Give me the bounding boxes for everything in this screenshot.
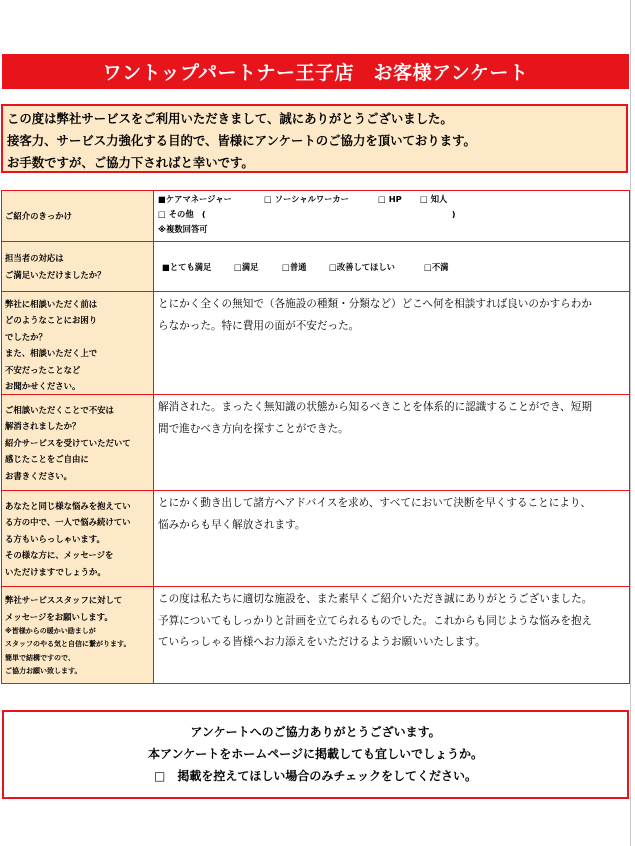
checkbox-icon: □ [234, 261, 242, 272]
thanks-text: アンケートへのご協力ありがとうございます。 [190, 725, 441, 739]
page-title: ワントップパートナー王子店 お客様アンケート [2, 54, 629, 89]
question-text: メッセージをお願いします。 [5, 611, 113, 622]
checkbox-checked-icon: ■ [162, 261, 170, 272]
question-text: お書きください。 [5, 470, 72, 481]
question-text: 解消されましたか？ [5, 421, 81, 432]
answer-line: 予算についてもしっかりと計画を立てられるものでした。これからも同じような悩みを抱え [158, 614, 593, 627]
option-label: ケアマネージャー [165, 194, 232, 204]
satisfaction-options [154, 242, 630, 292]
question-text: 感じたことをご自由に [5, 454, 89, 465]
option-label: とても満足 [169, 261, 212, 272]
intro-line: 接客力、サービス力強化する目的で、皆様にアンケートのご協力を頂いております。 [7, 133, 476, 148]
survey-row-referral [2, 191, 630, 242]
referral-options [154, 191, 630, 242]
answer-line: らなかった。特に費用の面が不安だった。 [158, 319, 360, 332]
question-label [2, 491, 154, 587]
question-text: でしたか？ [5, 331, 47, 342]
option-social-worker[interactable] [264, 192, 378, 207]
option-neutral[interactable] [282, 260, 329, 275]
optout-label: 掲載を控えてほしい場合のみチェックをしてください。 [177, 769, 477, 783]
question-note: スタッフのやる気と自信に繋がります。 [5, 640, 131, 649]
question-label [2, 292, 154, 395]
page-edge-line [630, 0, 631, 846]
checkbox-icon: □ [329, 261, 337, 272]
survey-row-satisfaction [2, 242, 630, 292]
answer-line: 解消された。まったく無知識の状態から知るべきことを体系的に認識することができ、短期 [158, 401, 592, 414]
option-other[interactable] [158, 207, 206, 222]
checkbox-icon: □ [420, 194, 428, 204]
option-care-manager[interactable] [158, 192, 264, 207]
question-label [2, 587, 154, 684]
answer-text[interactable] [154, 292, 630, 395]
question-note: ご協力お願い致します。 [5, 667, 82, 676]
question-text: その様な方に、メッセージを [5, 550, 114, 561]
other-close-paren: ) [451, 209, 456, 219]
question-label [2, 242, 154, 292]
option-row [158, 260, 625, 275]
question-text: 弊社に相談いただく前は [5, 299, 98, 309]
answer-line: この度は私たちに適切な施設を、また素早くご紹介いただき誠にありがとうございました。 [158, 593, 593, 606]
answer-text[interactable] [154, 395, 630, 491]
publish-optout-row [4, 765, 627, 787]
option-satisfied[interactable] [234, 260, 282, 275]
question-text: どのようなことにお困り [5, 315, 98, 326]
question-text: 不安だったことなど [5, 364, 81, 375]
survey-row-staff-message [2, 587, 630, 684]
question-text: あなたと同じ様な悩みを抱えてい [5, 500, 131, 511]
intro-line: お手数ですが、ご協力下さればと幸いです。 [7, 155, 254, 170]
checkbox-icon: □ [158, 209, 166, 219]
option-label: HP [388, 194, 402, 204]
answer-line: 悩みからも早く解放されます。 [158, 518, 306, 531]
question-text: ご相談いただくことで不安は [5, 404, 114, 415]
question-text: また、相談いただく上で [5, 348, 98, 359]
multiple-answers-note: ※複数回答可 [158, 224, 208, 234]
option-label: 改善してほしい [336, 261, 395, 272]
answer-text[interactable] [154, 587, 630, 684]
question-text: る方の中で、一人で悩み続けてい [5, 517, 131, 528]
option-label: その他 ( [168, 209, 206, 219]
option-very-satisfied[interactable] [162, 260, 234, 275]
answer-text[interactable] [154, 491, 630, 587]
answer-line: とにかく動き出して諸方へアドバイスを求め、すべてにおいて決断を早くすることにより、 [158, 497, 592, 510]
footer-box [2, 710, 629, 799]
option-label: 満足 [241, 261, 259, 272]
option-acquaintance[interactable] [420, 192, 447, 207]
question-label [2, 191, 154, 242]
question-note: ※皆様からの暖かい励ましが [5, 627, 96, 636]
optout-checkbox[interactable]: □ [153, 769, 166, 783]
question-text: る方もいらっしゃいます。 [5, 533, 105, 544]
question-label [2, 395, 154, 491]
survey-table [1, 190, 630, 684]
question-note: 簡単で結構ですので、 [5, 653, 75, 662]
checkbox-icon: □ [378, 194, 386, 204]
question-text: いただけますでしょうか。 [5, 566, 106, 577]
checkbox-icon: □ [424, 261, 432, 272]
survey-row-message-to-others [2, 491, 630, 587]
intro-line: この度は弊社サービスをご利用いただきまして、誠にありがとうございました。 [7, 111, 453, 126]
survey-row-resolution [2, 395, 630, 491]
option-row [158, 207, 625, 222]
question-text: ご紹介のきっかけ [5, 210, 72, 221]
option-dissatisfied[interactable] [424, 260, 448, 275]
checkbox-icon: □ [282, 261, 290, 272]
answer-line: ていらっしゃる皆様へお力添えをいただけるようお願いいたします。 [158, 636, 486, 649]
option-want-improvement[interactable] [329, 260, 424, 275]
option-label: 知人 [430, 194, 448, 204]
intro-box [1, 104, 628, 173]
option-label: 普通 [289, 261, 307, 272]
publish-question: 本アンケートをホームページに掲載しても宜しいでしょうか。 [147, 747, 484, 761]
option-row [158, 192, 625, 207]
question-text: 紹介サービスを受けていただいて [5, 437, 131, 448]
answer-line: とにかく全くの無知で（各施設の種類・分類など）どこへ何を相談すれば良いのかすらわか [158, 298, 592, 310]
checkbox-icon: □ [264, 194, 272, 204]
option-label: ソーシャルワーカー [274, 194, 349, 204]
survey-row-concerns [2, 292, 630, 395]
option-hp[interactable] [378, 192, 420, 207]
option-label: 不満 [431, 261, 449, 272]
question-text: お聞かせください。 [5, 381, 81, 392]
question-text: 弊社サービススタッフに対して [5, 595, 123, 606]
question-text: ご満足いただけましたか？ [5, 269, 106, 280]
checkbox-checked-icon: ■ [158, 194, 166, 204]
answer-line: 間で進むべき方向を探すことができた。 [158, 422, 349, 435]
question-text: 担当者の対応は [5, 253, 64, 264]
